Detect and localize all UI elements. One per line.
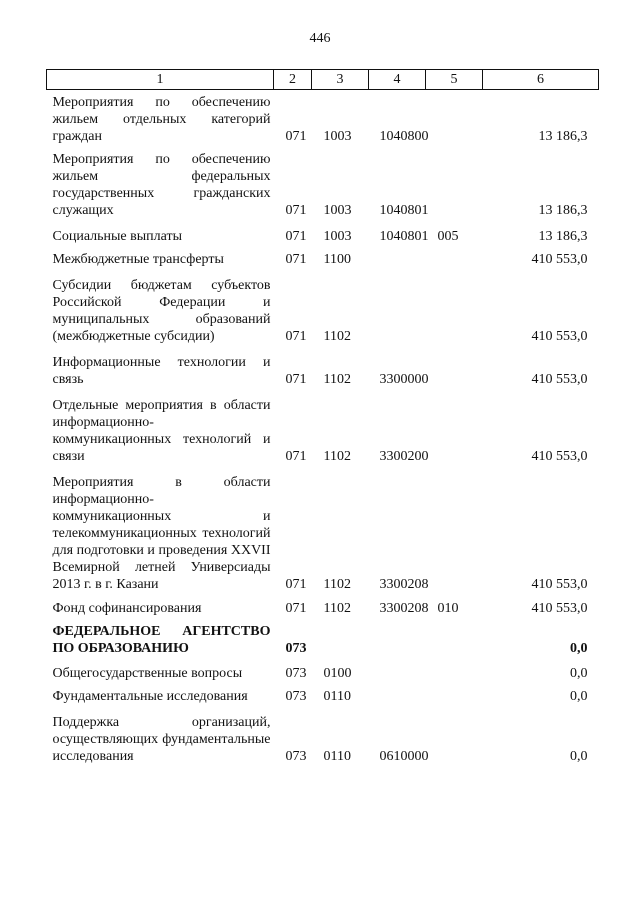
row-code-col5 [426, 94, 483, 145]
row-code-col2: 073 [285, 641, 307, 656]
row-code-col5 [426, 474, 483, 593]
row-code-col4: 3300208 [379, 577, 429, 592]
row-code-col2: 071 [285, 577, 307, 592]
row-amount: 410 553,0 [531, 601, 588, 616]
row-spacer [47, 219, 599, 228]
row-code-col4 [369, 665, 426, 682]
row-name: Информационные технологии и связь [52, 355, 271, 387]
row-code-col5 [426, 714, 483, 765]
row-code-col2: 071 [285, 129, 307, 144]
row-code-col2: 071 [285, 449, 307, 464]
row-code-col3: 0110 [323, 689, 351, 704]
row-code-col2: 071 [285, 372, 307, 387]
row-code-col4: 3300200 [379, 449, 429, 464]
row-name: Отдельные мероприятия в области информационно-коммуникационных технологий и связи [52, 398, 271, 464]
row-code-col4 [369, 277, 426, 345]
table-row [47, 474, 599, 593]
row-name: Мероприятия по обеспечению жильем федеральных государственных гражданских служащих [52, 152, 271, 218]
row-code-col4: 3300000 [379, 372, 429, 387]
table-body [47, 90, 599, 766]
row-code-col5 [426, 277, 483, 345]
row-code-col3: 1003 [323, 129, 352, 144]
row-code-col4: 1040801 [379, 203, 429, 218]
table-row [47, 688, 599, 705]
row-spacer [47, 465, 599, 474]
row-code-col3 [312, 623, 369, 657]
row-spacer-cell [47, 268, 599, 277]
table-row [47, 600, 599, 617]
row-amount: 410 553,0 [531, 372, 588, 387]
row-code-col3: 1102 [323, 329, 351, 344]
row-spacer-cell [47, 465, 599, 474]
row-spacer [47, 388, 599, 397]
row-code-col4 [369, 251, 426, 268]
row-spacer-cell [47, 388, 599, 397]
row-code-col2: 073 [285, 689, 307, 704]
table-row [47, 665, 599, 682]
row-code-col5: 010 [437, 601, 459, 616]
row-spacer-cell [47, 705, 599, 714]
row-amount: 410 553,0 [531, 449, 588, 464]
row-code-col5 [426, 251, 483, 268]
row-amount: 410 553,0 [531, 252, 588, 267]
row-code-col5 [426, 397, 483, 465]
row-spacer [47, 593, 599, 600]
header-row [47, 70, 599, 90]
table-row [47, 94, 599, 145]
row-code-col5 [426, 354, 483, 388]
row-code-col2: 071 [285, 329, 307, 344]
table-row [47, 397, 599, 465]
table-row [47, 354, 599, 388]
row-code-col4: 1040800 [379, 129, 429, 144]
header-col-4: 4 [369, 70, 426, 90]
row-name: Межбюджетные трансферты [52, 252, 224, 267]
row-spacer [47, 345, 599, 354]
row-name: Субсидии бюджетам субъектов Российской Федерации и муниципальных образований (межбюджетные субсидии) [52, 278, 271, 344]
row-code-col5 [426, 688, 483, 705]
row-code-col4 [369, 688, 426, 705]
row-spacer-cell [47, 657, 599, 665]
row-code-col2: 071 [285, 203, 307, 218]
row-code-col4: 3300208 [379, 601, 429, 616]
header-col-6: 6 [483, 70, 599, 90]
row-spacer-cell [47, 345, 599, 354]
budget-table [46, 69, 599, 765]
row-amount: 0,0 [570, 749, 588, 764]
row-spacer-cell [47, 219, 599, 228]
row-spacer [47, 268, 599, 277]
row-code-col4 [369, 623, 426, 657]
row-code-col3: 1003 [323, 229, 352, 244]
row-code-col3: 0100 [323, 666, 352, 681]
row-name: Мероприятия в области информационно-коммуникационных и телекоммуникационных технологий для подготовки и проведения XXVII Всемирной летней Универсиады 2013 г. в г. Казани [52, 475, 271, 592]
row-name: Фундаментальные исследования [52, 689, 248, 704]
row-name: Мероприятия по обеспечению жильем отдельных категорий граждан [52, 95, 271, 144]
row-name: Фонд софинансирования [52, 601, 202, 616]
row-name: Социальные выплаты [52, 229, 183, 244]
row-name: Общегосударственные вопросы [52, 666, 243, 681]
row-code-col2: 073 [285, 666, 307, 681]
row-spacer-cell [47, 593, 599, 600]
row-amount: 410 553,0 [531, 577, 588, 592]
row-code-col2: 071 [285, 229, 307, 244]
row-amount: 0,0 [570, 666, 588, 681]
table-row [47, 277, 599, 345]
row-code-col3: 1100 [323, 252, 351, 267]
row-amount: 13 186,3 [538, 229, 588, 244]
row-code-col5 [426, 665, 483, 682]
table-row [47, 714, 599, 765]
row-spacer [47, 705, 599, 714]
table-row [47, 251, 599, 268]
row-amount: 0,0 [570, 641, 588, 656]
header-col-3: 3 [312, 70, 369, 90]
row-code-col5 [426, 151, 483, 219]
row-amount: 0,0 [570, 689, 588, 704]
row-name: Поддержка организаций, осуществляющих фундаментальные исследования [52, 715, 271, 764]
row-code-col3: 1102 [323, 372, 351, 387]
row-code-col2: 073 [285, 749, 307, 764]
row-name: ФЕДЕРАЛЬНОЕ АГЕНТСТВО ПО ОБРАЗОВАНИЮ [52, 624, 271, 656]
row-code-col2: 071 [285, 601, 307, 616]
row-spacer [47, 657, 599, 665]
page-number: 446 [309, 31, 331, 46]
table-row [47, 623, 599, 657]
header-col-2: 2 [274, 70, 312, 90]
header-col-5: 5 [426, 70, 483, 90]
row-code-col4: 1040801 [379, 229, 429, 244]
table-row [47, 228, 599, 245]
header-col-1: 1 [47, 70, 274, 90]
row-code-col3: 1102 [323, 577, 351, 592]
row-amount: 13 186,3 [538, 129, 588, 144]
table-row [47, 151, 599, 219]
row-code-col5: 005 [437, 229, 459, 244]
row-amount: 13 186,3 [538, 203, 588, 218]
row-code-col5 [426, 623, 483, 657]
row-code-col3: 1102 [323, 449, 351, 464]
row-code-col3: 1003 [323, 203, 352, 218]
row-code-col2: 071 [285, 252, 307, 267]
table-header [47, 70, 599, 90]
row-amount: 410 553,0 [531, 329, 588, 344]
row-code-col3: 0110 [323, 749, 351, 764]
row-code-col3: 1102 [323, 601, 351, 616]
row-code-col4: 0610000 [379, 749, 429, 764]
